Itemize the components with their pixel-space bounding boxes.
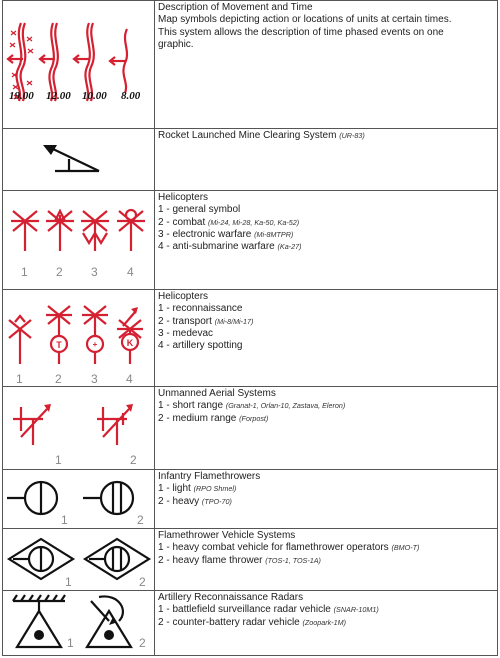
row-line-detail: (Ka-27) <box>277 242 302 252</box>
row-line-detail: (SNAR-10M1) <box>333 605 379 615</box>
symbol-number: 3 <box>91 372 98 386</box>
row-line: Map symbols depicting action or locations of units at certain times. <box>158 14 452 26</box>
time-label: 10.00 <box>82 90 107 102</box>
row-line: 4 - anti-submarine warfare <box>158 241 275 253</box>
description-cell <box>155 1 497 128</box>
symbol-number: 3 <box>91 265 98 279</box>
row-line: 2 - medium range <box>158 412 237 424</box>
row-line-detail: (Granat-1, Orlan-10, Zastava, Eleron) <box>225 401 346 411</box>
row-title: Helicopters <box>158 192 209 203</box>
row-title: Rocket Launched Mine Clearing System <box>158 130 337 141</box>
spotting-mark: K <box>126 338 134 348</box>
time-label: 8.00 <box>121 90 141 102</box>
row-line: This system allows the description of time phased events on one <box>158 26 444 38</box>
row-title: Description of Movement and Time <box>158 2 313 13</box>
row-line: 3 - medevac <box>158 327 214 339</box>
mine-clearing-symbol <box>3 129 155 191</box>
row-line-detail: (RPO Shmel) <box>193 484 237 494</box>
description-cell <box>155 129 497 190</box>
symbol-cell <box>3 591 155 655</box>
symbol-number: 1 <box>16 372 23 386</box>
row-line: 1 - reconnaissance <box>158 303 243 315</box>
row-title: Infantry Flamethrowers <box>158 471 261 482</box>
row-line: 2 - transport <box>158 315 212 327</box>
transport-mark: T <box>56 340 62 350</box>
symbol-number: 1 <box>21 265 28 279</box>
row-line: graphic. <box>158 38 194 50</box>
table-row <box>2 387 498 470</box>
symbol-cell <box>3 529 155 590</box>
table-row <box>2 529 498 591</box>
row-line-detail: (Mi-8/Mi-17) <box>214 316 254 326</box>
row-line: 2 - combat <box>158 216 206 228</box>
symbol-cell <box>3 290 155 386</box>
row-title: Unmanned Aerial Systems <box>158 388 276 399</box>
symbol-number: 2 <box>137 513 144 527</box>
row-line: 1 - short range <box>158 400 224 412</box>
description-cell <box>155 387 497 469</box>
row-line-detail: (TOS-1, TOS-1A) <box>265 555 321 565</box>
row-line: 2 - heavy flame thrower <box>158 554 263 566</box>
row-title: Helicopters <box>158 291 209 302</box>
symbol-number: 4 <box>126 372 133 386</box>
description-cell <box>155 529 497 590</box>
row-line-detail: (Mi-24, Mi-28, Ka-50, Ka-52) <box>208 217 300 227</box>
symbol-cell <box>3 191 155 289</box>
symbol-number: 1 <box>55 453 62 467</box>
row-line-detail: (BMO-T) <box>391 543 420 553</box>
symbol-number: 4 <box>127 265 134 279</box>
table-row <box>2 470 498 529</box>
row-line-detail: (Forpost) <box>239 413 269 423</box>
row-line: 1 - light <box>158 483 191 495</box>
row-line: 1 - heavy combat vehicle for flamethrower operators <box>158 542 389 554</box>
row-line: 2 - heavy <box>158 495 200 507</box>
symbol-number: 2 <box>139 575 146 589</box>
row-line: 1 - battlefield surveillance radar vehicle <box>158 604 331 616</box>
row-line-detail: (Zoopark-1M) <box>302 617 347 627</box>
movement-time-symbol <box>3 1 155 129</box>
table-row <box>2 191 498 290</box>
description-cell <box>155 470 497 528</box>
helicopter-symbols-b <box>3 290 155 387</box>
symbol-number: 1 <box>65 575 72 589</box>
row-title: Flamethrower Vehicle Systems <box>158 530 296 541</box>
row-line-detail: (TPO-70) <box>201 496 232 506</box>
table-row <box>2 290 498 387</box>
time-label: 19.00 <box>9 90 34 102</box>
symbol-number: 2 <box>130 453 137 467</box>
row-line: 1 - general symbol <box>158 204 241 216</box>
helicopter-symbols-a <box>3 191 155 290</box>
description-cell <box>155 290 497 386</box>
row-line: 4 - artillery spotting <box>158 340 243 352</box>
symbol-cell <box>3 129 155 190</box>
symbol-number: 2 <box>56 265 63 279</box>
row-line: 2 - counter-battery radar vehicle <box>158 616 300 628</box>
row-line-detail: (Mi-8MTPR) <box>254 229 294 239</box>
table-row <box>2 129 498 191</box>
symbol-number: 2 <box>55 372 62 386</box>
symbol-cell <box>3 387 155 469</box>
symbol-cell <box>3 470 155 528</box>
table-row <box>2 591 498 656</box>
symbol-number: 1 <box>67 636 74 650</box>
description-cell <box>155 191 497 289</box>
symbol-number: 2 <box>139 636 146 650</box>
infantry-flamethrower-symbols <box>3 470 155 529</box>
uas-symbols <box>3 387 155 470</box>
symbol-number: 1 <box>61 513 68 527</box>
radar-symbols <box>3 591 155 656</box>
symbol-cell <box>3 1 155 128</box>
row-title-detail: (UR-83) <box>339 131 365 140</box>
row-title: Artillery Reconnaissance Radars <box>158 592 304 603</box>
time-label: 12.00 <box>46 90 71 102</box>
description-cell <box>155 591 497 655</box>
row-line: 3 - electronic warfare <box>158 228 252 240</box>
medevac-mark: + <box>92 340 98 349</box>
table-row <box>2 0 498 129</box>
flamethrower-vehicle-symbols <box>3 529 155 591</box>
